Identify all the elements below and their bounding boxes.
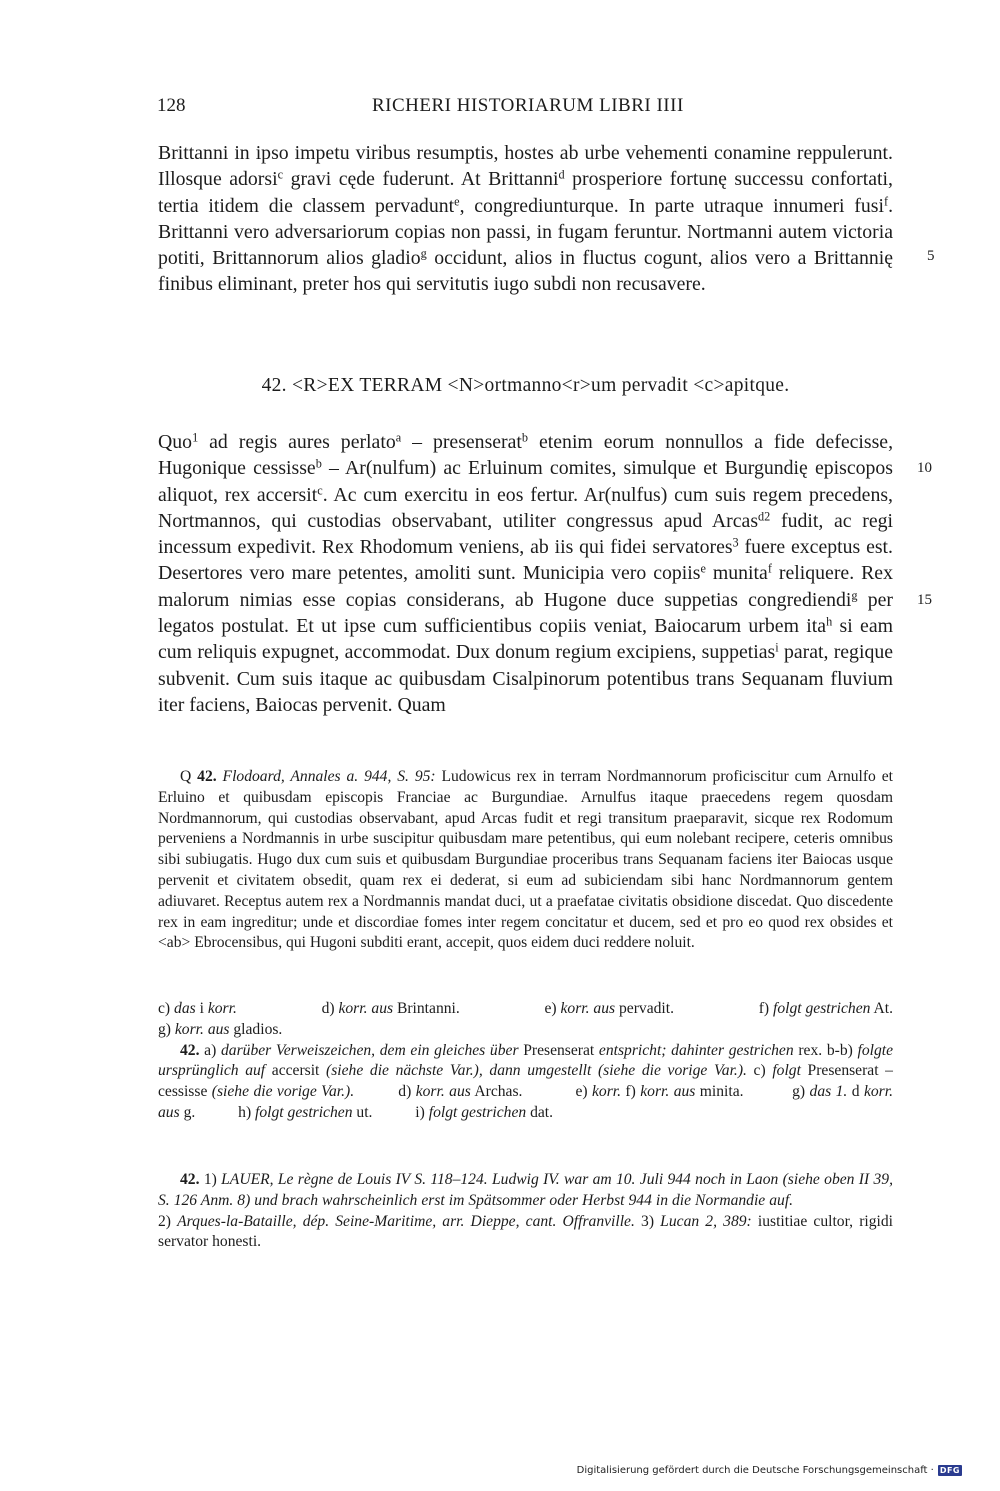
text-block-2: Quo$^1$ ad regis aures perlato$^a$ – presenserat$^b$ etenim eorum nonnullos a fide defecisse, Hugonique cessisse$^b$ – Ar(nulfum) ac Erluinum comites, simulque et Burgundię episcopos aliquot, rex accersit$^c$. Ac cum exercitu in eos fertur. Ar(nulfus) cum suis regem precedens, Nortmannos, qui custodias observabant, utiliter congressus apud Arcas$^{d2}$ fudit, ac regi incessum expedivit. Rex Rhodomum veniens, ab iis qui fidei servatores$^3$ fuere exceptus est. Desertores vero mare petentes, amoliti sunt. Municipia vero copiis$^e$ munita$^f$ reliquere. Rex malorum nimias esse copias considerans, ab Hugone duce suppetias congrediendi$^g$ per legatos postulat. Et ut ipse cum sufficientibus copiis veniat, Baiocarum urbem ita$^h$ si eam cum reliquis expugnet, accommodat. Dux donum regium excipiens, suppetias$^i$ parat, regique subvenit. Cum suis itaque ac quibusdam Cisalpinorum potentibus trans Sequanam fluvium iter faciens, Baiocas pervenit. Quam [158,430,894,716]
source-note: Q 42. Flodoard, Annales a. 944, S. 95: Ludowicus rex in terram Nordmannorum proficiscitur cum Arnulfo et Erluino et quibusdam episcopis Franciae ac Burgundiae. Arnulfus itaque praecedens regem quosdam Nordmannorum, qui custodias observabant, apud Arcas fudit et regi transitum praeparavit, sicque rex Rodomum perveniens a Nordmannis in urbe suscipitur quibusdam mare petentibus, qui eum nolebant recipere, ceteris omnibus sibi subiugatis. Hugo dux cum suis et quibusdam Burgundiae proceribus trans Sequanam faciens iter Baiocas usque pervenit et civitatem obsedit, quam rex ei dederat, si eum ad subiciendam sibi hanc Nordmannorum gentem adiuvaret. Receptus autem rex a Nordmannis mandat duci, ut a praefatae civitatis obsidione discedat. Quo discedente rex in eam ingreditur; unde et discordiae fomes inter regem concitatur et ducem, sed et pro eo quod rex obsides et <ab> Ebrocensibus, qui Hugoni subditi erant, accepit, quos eidem duci reddere noluit. [158,768,893,952]
critical-apparatus: c) das i korr. d) korr. aus Brintanni. e) korr. aus pervadit. f) folgt gestrichen At. g) korr. aus gladios. 42. a) darüber Verweiszeichen, dem ein gleiches über Presenserat entspricht; dahinter gestrichen rex. b-b) folgte ursprünglich auf accersit (siehe die nächste Var.), dann umgestellt (siehe die vorige Var.). c) folgt Presenserat – cessisse (siehe die vorige Var.). d) korr. aus Archas. e) korr. f) korr. aus minita. g) das 1. d korr. aus g. h) folgt gestrichen ut. i) folgt gestrichen dat. [158,1000,894,1121]
line-number-15: 15 [917,592,932,608]
line-number-5: 5 [927,248,935,264]
digitization-footer [577,1465,962,1476]
footer-text: Digitalisierung gefördert durch die Deutsche Forschungsgemeinschaft · [576,1465,934,1476]
dfg-logo-icon: DFG [939,1466,960,1475]
chapter-heading: 42. <R>EX TERRAM <N>ortmanno<r>um pervadit <c>apitque. [261,375,790,396]
running-title: RICHERI HISTORIARUM LIBRI IIII [372,95,684,116]
commentary-notes: 42. 1) LAUER, Le règne de Louis IV S. 118–124. Ludwig IV. war am 10. Juli 944 noch in Laon (siehe oben II 39, S. 126 Anm. 8) und brach wahrscheinlich erst im Spätsommer oder Herbst 944 in die Normandie auf. 2) Arques-la-Bataille, dép. Seine-Maritime, arr. Dieppe, cant. Offranville. 3) Lucan 2, 389: iustitiae cultor, rigidi servator honesti. [158,1171,894,1251]
page-number: 128 [157,95,186,116]
line-number-10: 10 [917,460,932,476]
text-block-1: Brittanni in ipso impetu viribus resumptis, hostes ab urbe vehementi conamine reppulerunt. Illosque adorsi$^c$ gravi cęde fuderunt. At Brittanni$^d$ prosperiore fortunę successu confortati, tertia itidem die classem pervadunt$^e$, congrediunturque. In parte utraque innumeri fusi$^f$. Brittanni vero adversariorum copias non passi, in fugam feruntur. Nortmanni autem victoria potiti, Brittannorum alios gladio$^g$ occidunt, alios in fluctus cogunt, alios vero a Brittannię finibus eliminant, preter hos qui servitutis iugo subdi non recusavere. [158,142,894,296]
